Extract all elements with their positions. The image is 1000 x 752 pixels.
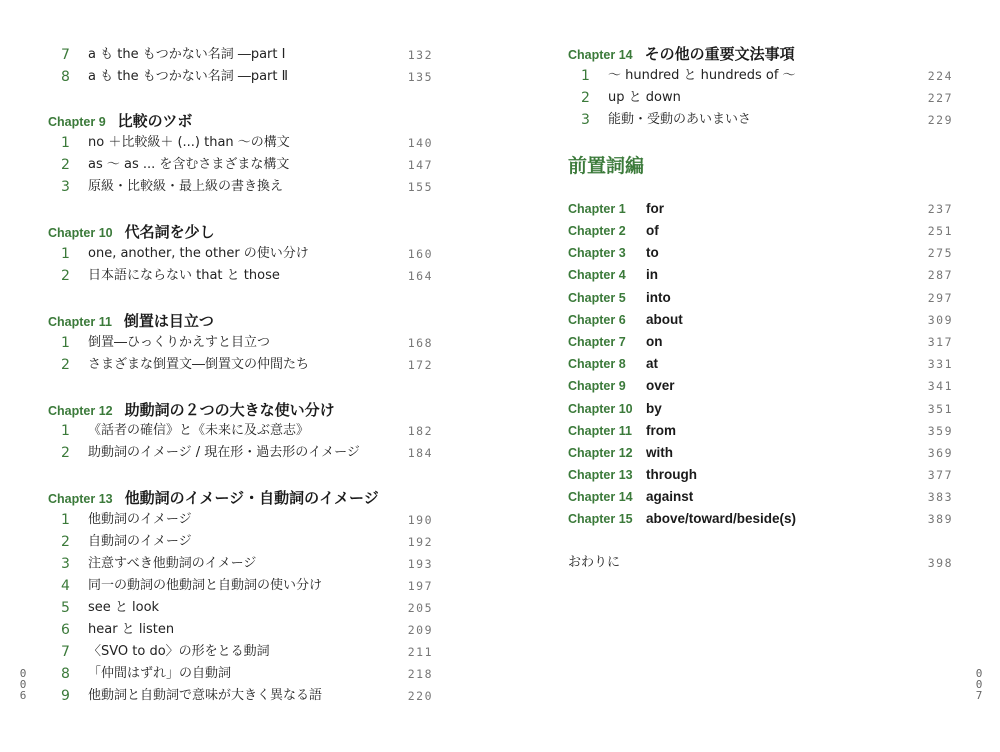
chapter-heading[interactable] [48, 109, 433, 133]
entry-title: 〜 hundred と hundreds of 〜 [608, 68, 796, 83]
chapter-title: 助動詞の２つの大きな使い分け [124, 401, 335, 419]
entry-page: 205 [407, 601, 433, 615]
toc-entry[interactable] [568, 309, 953, 331]
entry-number: 1 [61, 423, 70, 439]
entry-page: 190 [407, 513, 433, 527]
folio-digit: 0 [19, 678, 27, 691]
entry-title: up と down [608, 90, 681, 105]
chapter-label: Chapter 10 [48, 226, 113, 240]
entry-number: 6 [61, 622, 70, 638]
toc-entry[interactable] [48, 442, 433, 464]
entry-number: 2 [581, 90, 590, 106]
entry-page: 155 [407, 180, 433, 194]
toc-entry[interactable] [48, 531, 433, 553]
chapter-label: Chapter 8 [568, 357, 626, 371]
entry-page: 182 [407, 424, 433, 438]
entry-title: 同一の動詞の他動詞と自動詞の使い分け [88, 578, 323, 593]
entry-number: 2 [61, 268, 70, 284]
toc-entry[interactable] [48, 663, 433, 685]
chapter-title: in [646, 267, 658, 282]
chapter-heading[interactable] [48, 309, 433, 333]
toc-entry[interactable] [568, 264, 953, 286]
toc-entry[interactable] [48, 265, 433, 287]
entry-page: 160 [407, 247, 433, 261]
entry-page: 224 [927, 69, 953, 83]
entry-page: 398 [927, 556, 953, 570]
entry-page: 377 [927, 468, 953, 482]
entry-page: 331 [927, 357, 953, 371]
chapter-label: Chapter 9 [568, 379, 626, 393]
entry-page: 184 [407, 446, 433, 460]
toc-entry[interactable] [568, 242, 953, 264]
entry-page: 220 [407, 689, 433, 703]
entry-title: hear と listen [88, 622, 175, 637]
entry-title: 日本語にならない that と those [88, 268, 280, 283]
toc-entry[interactable] [48, 132, 433, 154]
toc-entry[interactable] [48, 154, 433, 176]
toc-entry[interactable] [48, 509, 433, 531]
entry-page: 164 [407, 269, 433, 283]
toc-entry[interactable] [568, 375, 953, 397]
chapter-heading[interactable] [48, 486, 433, 510]
toc-entry[interactable] [568, 287, 953, 309]
entry-title: 原級・比較級・最上級の書き換え [88, 179, 284, 194]
entry-page: 227 [927, 91, 953, 105]
entry-page: 172 [407, 358, 433, 372]
chapter-label: Chapter 14 [568, 490, 633, 504]
chapter-label: Chapter 13 [48, 492, 113, 506]
page-folio-right [972, 668, 986, 701]
entry-page: 209 [407, 623, 433, 637]
entry-title: a も the もつかない名詞 ―part Ⅰ [88, 47, 286, 62]
chapter-label: Chapter 14 [568, 48, 633, 62]
toc-entry[interactable] [48, 44, 433, 66]
entry-number: 1 [61, 335, 70, 351]
toc-entry[interactable] [48, 176, 433, 198]
entry-page: 192 [407, 535, 433, 549]
chapter-title: その他の重要文法事項 [644, 45, 795, 63]
toc-entry[interactable] [568, 442, 953, 464]
toc-entry[interactable] [568, 109, 953, 131]
chapter-label: Chapter 10 [568, 402, 633, 416]
toc-entry-afterword[interactable] [568, 552, 953, 574]
chapter-title: 代名詞を少し [124, 223, 215, 241]
chapter-title: to [646, 245, 659, 260]
toc-entry[interactable] [48, 641, 433, 663]
entry-page: 211 [407, 645, 433, 659]
entry-number: 5 [61, 600, 70, 616]
entry-title: 自動詞のイメージ [88, 534, 192, 549]
chapter-label: Chapter 2 [568, 224, 626, 238]
entry-title: 「仲間はずれ」の自動詞 [88, 666, 232, 681]
entry-page: 351 [927, 402, 953, 416]
entry-number: 7 [61, 644, 70, 660]
toc-entry[interactable] [568, 87, 953, 109]
chapter-title: above/toward/beside(s) [646, 511, 797, 526]
entry-title: 倒置―ひっくりかえすと目立つ [88, 335, 271, 350]
chapter-label: Chapter 12 [48, 404, 113, 418]
chapter-label: Chapter 6 [568, 313, 626, 327]
entry-number: 8 [61, 69, 70, 85]
chapter-title: 比較のツボ [117, 112, 193, 130]
chapter-title: about [646, 312, 683, 327]
entry-page: 135 [407, 70, 433, 84]
entry-title: 《話者の確信》と《未来に及ぶ意志》 [88, 423, 310, 438]
entry-number: 3 [581, 112, 590, 128]
entry-number: 1 [61, 135, 70, 151]
entry-number: 4 [61, 578, 70, 594]
toc-entry[interactable] [568, 331, 953, 353]
chapter-label: Chapter 7 [568, 335, 626, 349]
toc-entry[interactable] [568, 464, 953, 486]
entry-page: 229 [927, 113, 953, 127]
entry-number: 1 [61, 512, 70, 528]
folio-digit: 0 [19, 667, 27, 680]
chapter-label: Chapter 3 [568, 246, 626, 260]
entry-page: 275 [927, 246, 953, 260]
entry-page: 147 [407, 158, 433, 172]
chapter-label: Chapter 1 [568, 202, 626, 216]
entry-page: 359 [927, 424, 953, 438]
entry-number: 8 [61, 666, 70, 682]
chapter-title: against [646, 489, 694, 504]
entry-number: 9 [61, 688, 70, 704]
chapter-label: Chapter 15 [568, 512, 633, 526]
page-folio-left [16, 668, 30, 701]
entry-title: 他動詞のイメージ [88, 512, 192, 527]
toc-entry[interactable] [48, 243, 433, 265]
entry-page: 237 [927, 202, 953, 216]
entry-page: 168 [407, 336, 433, 350]
toc-entry[interactable] [568, 65, 953, 87]
chapter-title: from [646, 423, 676, 438]
toc-entry[interactable] [48, 685, 433, 707]
entry-page: 369 [927, 446, 953, 460]
chapter-heading[interactable] [48, 398, 433, 422]
chapter-heading[interactable] [48, 220, 433, 244]
toc-entry[interactable] [48, 420, 433, 442]
folio-digit: 0 [975, 678, 983, 691]
entry-title: no ＋比較級＋ (...) than 〜の構文 [88, 135, 290, 150]
entry-number: 3 [61, 556, 70, 572]
toc-entry[interactable] [48, 332, 433, 354]
entry-number: 1 [581, 68, 590, 84]
entry-number: 1 [61, 246, 70, 262]
toc-entry[interactable] [568, 198, 953, 220]
entry-number: 2 [61, 157, 70, 173]
chapter-title: into [646, 290, 671, 305]
entry-title: see と look [88, 600, 160, 615]
chapter-label: Chapter 12 [568, 446, 633, 460]
folio-digit: 0 [975, 667, 983, 680]
toc-entry[interactable] [48, 575, 433, 597]
toc-entry[interactable] [568, 220, 953, 242]
entry-title: a も the もつかない名詞 ―part Ⅱ [88, 69, 289, 84]
entry-title: as 〜 as ... を含むさまざまな構文 [88, 157, 290, 172]
chapter-title: through [646, 467, 697, 482]
chapter-title: on [646, 334, 663, 349]
toc-entry[interactable] [568, 486, 953, 508]
toc-entry[interactable] [568, 398, 953, 420]
toc-entry[interactable] [568, 420, 953, 442]
chapter-title: of [646, 223, 659, 238]
toc-entry[interactable] [48, 597, 433, 619]
chapter-label: Chapter 9 [48, 115, 106, 129]
entry-page: 309 [927, 313, 953, 327]
chapter-title: over [646, 378, 675, 393]
chapter-heading[interactable] [568, 42, 953, 66]
right-page [500, 0, 1000, 752]
toc-entry[interactable] [568, 353, 953, 375]
toc-entry[interactable] [48, 553, 433, 575]
entry-page: 218 [407, 667, 433, 681]
entry-page: 132 [407, 48, 433, 62]
entry-page: 197 [407, 579, 433, 593]
toc-entry[interactable] [48, 619, 433, 641]
chapter-label: Chapter 5 [568, 291, 626, 305]
chapter-label: Chapter 11 [568, 424, 632, 438]
chapter-title: 他動詞のイメージ・自動詞のイメージ [124, 489, 379, 507]
entry-title: 注意すべき他動詞のイメージ [88, 556, 257, 571]
entry-page: 287 [927, 268, 953, 282]
entry-page: 317 [927, 335, 953, 349]
entry-page: 140 [407, 136, 433, 150]
part-title[interactable]: 前置詞編 [568, 155, 645, 177]
entry-title: one, another, the other の使い分け [88, 246, 309, 261]
entry-number: 2 [61, 534, 70, 550]
chapter-label: Chapter 13 [568, 468, 633, 482]
chapter-label: Chapter 11 [48, 315, 112, 329]
entry-page: 193 [407, 557, 433, 571]
toc-entry[interactable] [48, 66, 433, 88]
folio-digit: 6 [19, 689, 27, 702]
entry-page: 251 [927, 224, 953, 238]
entry-title: おわりに [568, 555, 621, 570]
chapter-title: by [646, 401, 662, 416]
chapter-title: 倒置は目立つ [123, 312, 214, 330]
entry-number: 2 [61, 445, 70, 461]
entry-title: 助動詞のイメージ / 現在形・過去形のイメージ [88, 445, 360, 460]
toc-entry[interactable] [568, 508, 953, 530]
chapter-title: for [646, 201, 664, 216]
entry-number: 7 [61, 47, 70, 63]
entry-page: 389 [927, 512, 953, 526]
entry-page: 383 [927, 490, 953, 504]
folio-digit: 7 [975, 689, 983, 702]
chapter-title: with [646, 445, 673, 460]
chapter-title: at [646, 356, 659, 371]
entry-page: 341 [927, 379, 953, 393]
entry-page: 297 [927, 291, 953, 305]
entry-number: 3 [61, 179, 70, 195]
toc-entry[interactable] [48, 354, 433, 376]
entry-title: 能動・受動のあいまいさ [608, 112, 752, 127]
chapter-label: Chapter 4 [568, 268, 626, 282]
entry-number: 2 [61, 357, 70, 373]
entry-title: 〈SVO to do〉の形をとる動詞 [88, 644, 270, 659]
entry-title: さまざまな倒置文―倒置文の仲間たち [88, 357, 310, 372]
entry-title: 他動詞と自動詞で意味が大きく異なる語 [88, 688, 323, 703]
